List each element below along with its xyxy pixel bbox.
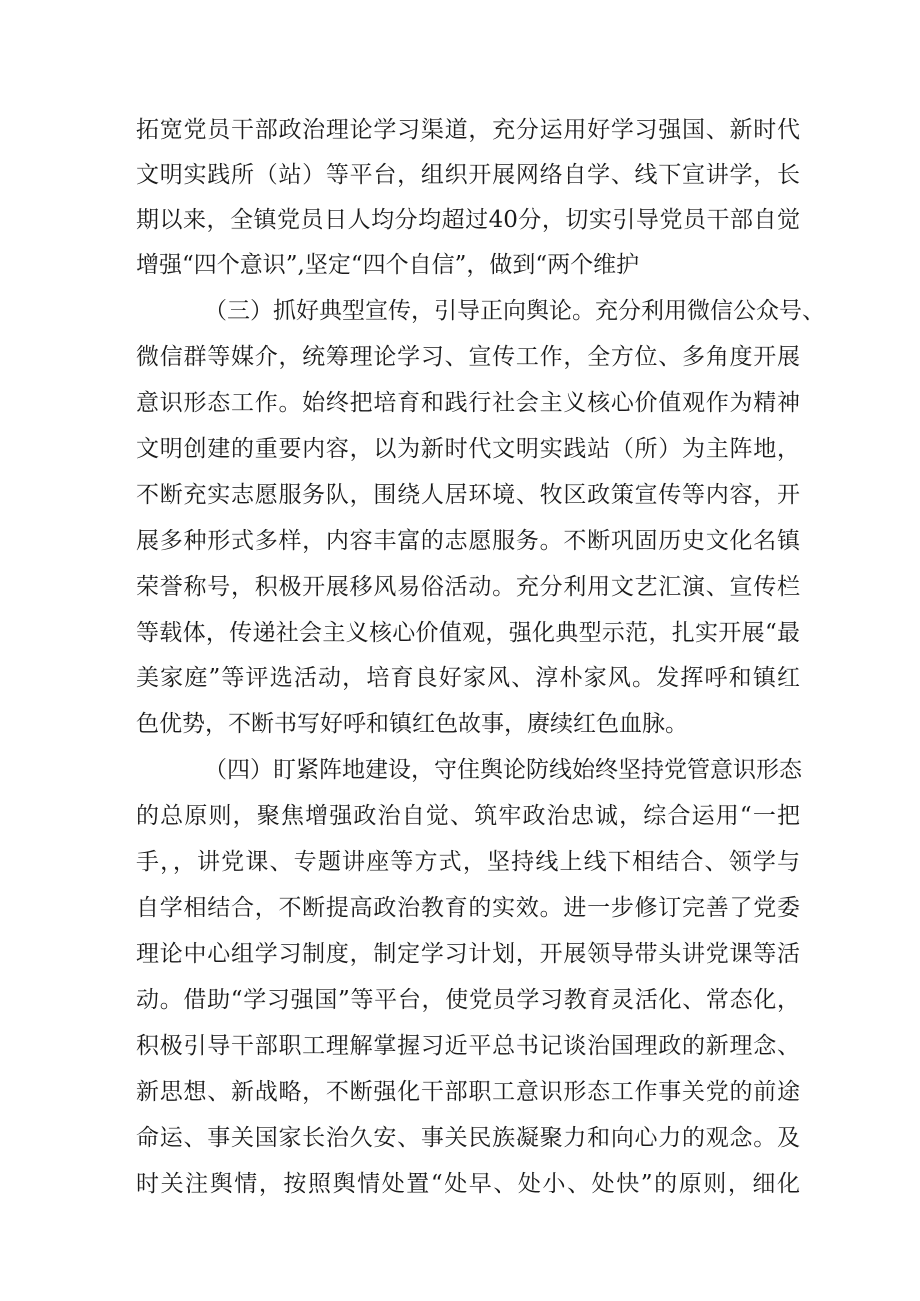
text-line: 动。借助“学习强国”等平台，使党员学习教育灵活化、常态化， [136,987,800,1013]
text-line: 积极引导干部职工理解掌握习近平总书记谈治国理政的新理念、 [136,1033,800,1059]
text-line: 期以来，全镇党员日人均分均超过40分，切实引导党员干部自觉 [136,207,800,233]
text-line: 拓宽党员干部政治理论学习渠道，充分运用好学习强国、新时代 [136,117,800,143]
text-line: 美家庭”等评选活动，培育良好家风、淳朴家风。发挥呼和镇红 [136,665,800,691]
text-line: 色优势，不断书写好呼和镇红色故事，赓续红色血脉。 [136,711,688,737]
text-line: 不断充实志愿服务队，围绕人居环境、牧区政策宣传等内容，开 [136,482,800,508]
text-line: 微信群等媒介，统筹理论学习、宣传工作，全方位、多角度开展 [136,344,800,370]
text-line: （三）抓好典型宣传，引导正向舆论。充分利用微信公众号、 [204,298,825,324]
text-line: 自学相结合，不断提高政治教育的实效。进一步修订完善了党委 [136,895,800,921]
text-line: 意识形态工作。始终把培育和践行社会主义核心价值观作为精神 [136,390,800,416]
text-line: 文明创建的重要内容，以为新时代文明实践站（所）为主阵地， [136,436,800,462]
text-line: 增强“四个意识”,坚定“四个自信”，做到“两个维护 [136,252,640,278]
text-line: 文明实践所（站）等平台，组织开展网络自学、线下宣讲学，长 [136,162,800,188]
text-line: 荣誉称号，积极开展移风易俗活动。充分利用文艺汇演、宣传栏 [136,574,800,600]
text-line: 等载体，传递社会主义核心价值观，强化典型示范，扎实开展“最 [136,620,800,646]
text-line: （四）盯紧阵地建设，守住舆论防线始终坚持党管意识形态 [204,757,802,783]
text-line: 手，，讲党课、专题讲座等方式，坚持线上线下相结合、领学与 [136,849,800,875]
text-line: 新思想、新战略，不断强化干部职工意识形态工作事关党的前途 [136,1079,800,1105]
text-line: 展多种形式多样，内容丰富的志愿服务。不断巩固历史文化名镇 [136,528,800,554]
text-line: 时关注舆情，按照舆情处置“处早、处小、处快”的原则，细化 [136,1171,800,1197]
text-line: 理论中心组学习制度，制定学习计划，开展领导带头讲党课等活 [136,941,800,967]
text-line: 的总原则，聚焦增强政治自觉、筑牢政治忠诚，综合运用“一把 [136,803,800,829]
text-line: 命运、事关国家长治久安、事关民族凝聚力和向心力的观念。及 [136,1125,800,1151]
